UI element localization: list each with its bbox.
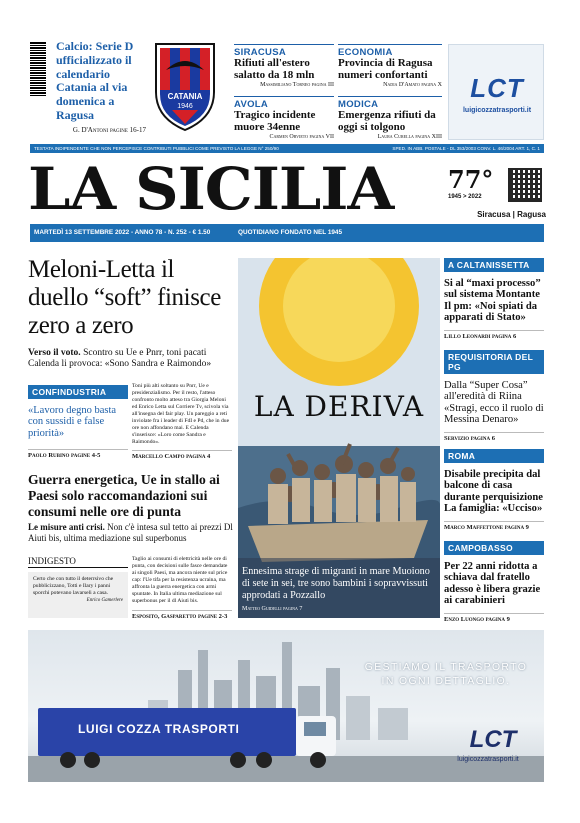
teaser-avola[interactable] <box>234 96 334 140</box>
teaser-economia[interactable] <box>338 44 442 88</box>
sidebar-requisitoria-byline <box>444 432 544 442</box>
sidebar-roma-byline <box>444 521 544 531</box>
sidebar-requisitoria[interactable] <box>444 350 544 442</box>
photo-caption: Ennesima strage di migranti in mare Muoiono di sete in sei, tre sono bambini i sopravvissuti approdati a Pozzallo <box>242 566 430 602</box>
teaser-calcio-text: Calcio: Serie D ufficializzato il calendario Catania al via domenica a Ragusa <box>56 39 134 122</box>
lead-byline-text: Marcello Campo pagina 4 <box>132 453 211 460</box>
sidebar-campobasso-title: Per 22 anni ridotta a schiava dal fratello adesso è libera grazie ai carabinieri <box>444 561 541 607</box>
date-line: MARTEDÌ 13 SETTEMBRE 2022 - ANNO 78 - N. 252 - € 1.50 <box>34 229 211 236</box>
date-bar <box>30 224 544 242</box>
sidebar-campobasso-byline <box>444 613 544 623</box>
lead-title[interactable]: Meloni-Letta il duello “soft” finisce zero a zero <box>28 256 221 339</box>
lct-ad-logo: LCT <box>470 73 524 103</box>
sidebar-caltanissetta-byline <box>444 330 544 340</box>
lead-deck <box>28 348 236 371</box>
lead-byline <box>132 450 232 460</box>
teaser-avola-byline: Carmen Orvieto pagina VII <box>269 133 334 140</box>
sidebar-roma-title: Disabile precipita dal balcone di casa durante perquisizione La famiglia: «Ucciso» <box>444 469 543 515</box>
sidebar-roma[interactable] <box>444 449 544 531</box>
confindustria-title: «Lavoro degno basta con sussidi e false priorità» <box>28 405 117 439</box>
teaser-siracusa-section: SIRACUSA <box>234 47 287 58</box>
sidebar-caltanissetta-byline-text: Lillo Leonardi pagina 6 <box>444 332 517 340</box>
second-deck <box>28 522 236 544</box>
sidebar-caltanissetta-title: Si al “maxi processo” sul sistema Montante Il pm: «Noi spiati da apparati di Stato» <box>444 278 541 324</box>
legal-strip-left: TESTATA INDIPENDENTE CHE NON PERCEPISCE CONTRIBUTI PUBBLICI COME PREVISTO LA LEGGE N° 250/90 <box>34 146 279 151</box>
sidebar-requisitoria-byline-text: Servizio pagina 6 <box>444 434 495 442</box>
sidebar-requisitoria-section: REQUISITORIA DEL PG <box>444 350 544 374</box>
second-body: Taglio ai consumi di elettricità nelle ore di punta, con decisioni sulle fasce demandate ai singoli Paesi, ma ancora niente sul price cap: l'Ue tifa per la resistenza ucraina, ma affronta la guerra energetica con armi spuntate. In Italia ultima mediazione sul superbonus per il dl Aiuti bis. <box>132 556 228 604</box>
second-deck-text: Non c'è intesa sul tetto ai prezzi Dl Aiuti bis, ultima mediazione sul superbonus <box>28 522 233 543</box>
photo-byline: Matteo Guidelli pagina 7 <box>242 606 303 612</box>
lead-deck-bold: Verso il voto. <box>28 348 81 358</box>
teaser-calcio-byline: G. D'Antoni pagine 16-17 <box>72 125 146 134</box>
photo-headline: LA DERIVA <box>253 390 425 423</box>
bottom-ad-url: luigicozzatrasporti.it <box>457 756 519 763</box>
lead-body: Toni più alti soltanto su Pnrr, Ue e presidenzialismo. Per il resto, l'atteso confronto molto atteso tra Giorgia Meloni ed Enrico Letta sul Corriere Tv, scivola via all'insegna del fair play. Un pareggio a reti inviolate fra i leader di FdI e Pd, che in due ore non affondano mai. E Calenda s'inserisce: «Loro come Sandra e Raimondo». <box>132 383 230 445</box>
second-byline-text: Esposito, Gasparetto pagine 2-3 <box>132 613 228 620</box>
confindustria-box[interactable] <box>28 385 128 459</box>
teaser-calcio[interactable] <box>56 40 146 134</box>
sidebar-roma-section: ROMA <box>444 449 544 463</box>
teaser-siracusa[interactable] <box>234 44 334 88</box>
legal-strip-right: SPED. IN ABB. POSTALE - DL 353/2003 CONV. L. 46/2004 ART. 1, C. 1 <box>392 146 540 151</box>
teaser-avola-title: Tragico incidente muore 34enne <box>234 109 316 133</box>
teaser-modica-section: MODICA <box>338 99 379 110</box>
indigesto-box <box>28 556 128 618</box>
barcode <box>30 42 46 96</box>
sidebar-campobasso-section: CAMPOBASSO <box>444 541 544 555</box>
lead-deck-text: Scontro su Ue e Pnrr, toni pacati Calenda li provoca: «Sono Sandra e Raimondo» <box>28 348 212 370</box>
indigesto-author: Enrico Gamerlere <box>86 597 123 603</box>
sidebar-caltanissetta-section: A CALTANISSETTA <box>444 258 544 272</box>
ad-slogan-line2: IN OGNI DETTAGLIO. <box>381 676 511 687</box>
teaser-avola-section: AVOLA <box>234 99 269 110</box>
catania-logo-year: 1946 <box>177 103 193 110</box>
edition-label: Siracusa | Ragusa <box>477 210 546 219</box>
truck-text: LUIGI COZZA TRASPORTI <box>78 722 240 736</box>
teaser-siracusa-byline: Massimiliano Torneo pagina III <box>260 81 334 88</box>
teaser-modica-title: Emergenza rifiuti da oggi si tolgono <box>338 109 436 133</box>
second-byline <box>132 610 232 620</box>
legal-strip <box>30 144 544 153</box>
anniversary-years: 1945 > 2022 <box>448 194 482 200</box>
sidebar-caltanissetta[interactable] <box>444 258 544 340</box>
migrants-illustration <box>238 258 440 618</box>
founded-line: QUOTIDIANO FONDATO NEL 1945 <box>238 229 343 236</box>
confindustria-byline-text: Paolo Rubino pagine 4-5 <box>28 451 101 459</box>
second-title[interactable]: Guerra energetica, Ue in stallo ai Paesi solo raccomandazioni sui consumi nelle ore di punta <box>28 472 220 519</box>
migrants-photo[interactable] <box>238 258 440 618</box>
lct-ad[interactable] <box>448 44 544 140</box>
catania-logo <box>150 40 220 132</box>
teaser-modica-byline: Laura Curella pagina XIII <box>377 133 442 140</box>
catania-logo-name: CATANIA <box>167 92 203 101</box>
confindustria-section: CONFINDUSTRIA <box>28 385 128 399</box>
indigesto-quote: Certo che con tutto il deterrsivo che pubblicizzano, Totti e Ilary i panni sporchi potevano lavarseli a casa. <box>33 576 114 596</box>
sidebar-campobasso[interactable] <box>444 541 544 623</box>
anniversary-number: 77° <box>448 165 494 194</box>
indigesto-label: INDIGESTO <box>28 556 128 568</box>
qr-code-icon <box>508 168 542 202</box>
second-deck-bold: Le misure anti crisi. <box>28 522 105 532</box>
bottom-ad[interactable] <box>28 630 544 782</box>
bottom-ad-logo: LCT <box>469 726 517 753</box>
teaser-siracusa-title: Rifiuti all'estero salatto da 18 mln <box>234 57 315 81</box>
sidebar-campobasso-byline-text: Enzo Luongo pagina 9 <box>444 615 510 623</box>
teaser-modica[interactable] <box>338 96 442 140</box>
anniversary-badge <box>448 165 504 202</box>
sidebar-roma-byline-text: Marco Maffettone pagina 9 <box>444 523 529 531</box>
masthead-title: LA SICILIA <box>28 155 394 223</box>
sidebar-requisitoria-title: Dalla “Super Cosa” all'eredità di Riina «Stragi, ecco il ruolo di Messina Denaro» <box>444 380 544 426</box>
confindustria-byline <box>28 449 128 459</box>
teaser-economia-byline: Nadia D'Amato pagina X <box>383 81 442 88</box>
teaser-economia-title: Provincia di Ragusa numeri confortanti <box>338 57 433 81</box>
ad-slogan-line1: GESTIAMO IL TRASPORTO <box>364 662 528 673</box>
lct-ad-url: luigicozzatrasporti.it <box>462 107 532 114</box>
teaser-economia-section: ECONOMIA <box>338 47 393 58</box>
